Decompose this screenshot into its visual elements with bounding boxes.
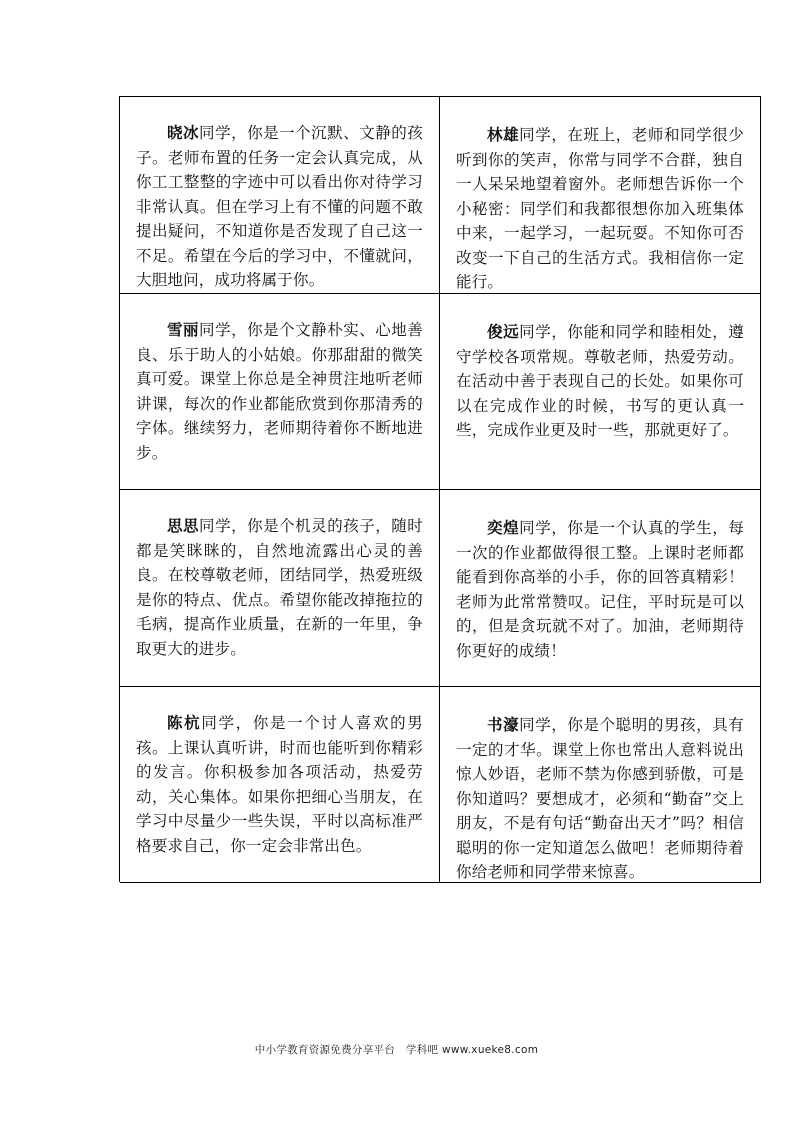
- comment-cell: [440, 97, 761, 294]
- comment-text: 同学，你是个机灵的孩子，随时都是笑眯眯的，自然地流露出心灵的善良。在校尊敬老师，团结同学，热爱班级是你的特点、优点。希望你能改掉拖拉的毛病，提高作业质量，在新的一年里，争取更大的进步。: [136, 517, 423, 658]
- comment-cell: [120, 294, 440, 490]
- comment-text: 同学，你是一个认真的学生，每一次的作业都做得很工整。上课时老师都能看到你高举的小手，你的回答真精彩！老师为此常常赞叹。记住，平时玩是可以的，但是贪玩就不对了。加油，老师期待你更好的成绩！: [456, 519, 744, 660]
- student-name: 晓冰: [167, 123, 200, 142]
- student-name: 思思: [167, 516, 200, 535]
- comment-text: 同学，在班上，老师和同学很少听到你的笑声，你常与同学不合群，独自一人呆呆地望着窗外。老师想告诉你一个小秘密：同学们和我都很想你加入班集体中来，一起学习，一起玩耍。不知你可否改变一下自己的生活方式。我相信你一定能行。: [456, 126, 744, 291]
- student-name: 林雄: [487, 125, 520, 144]
- student-name: 奕煌: [487, 518, 520, 537]
- comment-cell: [440, 490, 761, 687]
- comment-cell: [440, 687, 761, 883]
- comment-cell: [120, 687, 440, 883]
- comment-cell: [440, 294, 761, 490]
- comments-table: [119, 96, 761, 882]
- student-name: 俊远: [487, 322, 520, 341]
- comment-text: 同学，你是个文静朴实、心地善良、乐于助人的小姑娘。你那甜甜的微笑真可爱。课堂上你总是全神贯注地听老师讲课，每次的作业都能欣赏到你那清秀的字体。继续努力，老师期待着你不断地进步。: [136, 321, 423, 462]
- page-footer: 中小学教育资源免费分享平台 学科吧 www.xueke8.com: [254, 1044, 539, 1056]
- comment-cell: [120, 490, 440, 687]
- comment-cell: [120, 97, 440, 294]
- student-name: 雪丽: [167, 320, 200, 339]
- comment-text: 同学，你是一个沉默、文静的孩子。老师布置的任务一定会认真完成，从你工工整整的字迹中可以看出你对待学习非常认真。但在学习上有不懂的问题不敢提出疑问，不知道你是否发现了自己这一不足。希望在今后的学习中，不懂就问，大胆地问，成功将属于你。: [136, 124, 423, 289]
- student-name: 陈杭: [167, 713, 202, 732]
- comment-text: 同学，你是一个讨人喜欢的男孩。上课认真听讲，时而也能听到你精彩的发言。你积极参加各项活动，热爱劳动，关心集体。如果你把细心当朋友，在学习中尽量少一些失误，平时以高标准严格要求自己，你一定会非常出色。: [136, 714, 423, 855]
- comment-text: 同学，你是个聪明的男孩，具有一定的才华。课堂上你也常出人意料说出惊人妙语，老师不禁为你感到骄傲，可是你知道吗？要想成才，必须和“勤奋”交上朋友，不是有句话“勤奋出天才”吗？相信聪明的你一定知道怎么做吧！老师期待着你给老师和同学带来惊喜。: [456, 716, 744, 881]
- comment-text: 同学，你能和同学和睦相处，遵守学校各项常规。尊敬老师，热爱劳动。在活动中善于表现自己的长处。如果你可以在完成作业的时候，书写的更认真一些，完成作业更及时一些，那就更好了。: [456, 323, 744, 439]
- student-name: 书濠: [487, 715, 520, 734]
